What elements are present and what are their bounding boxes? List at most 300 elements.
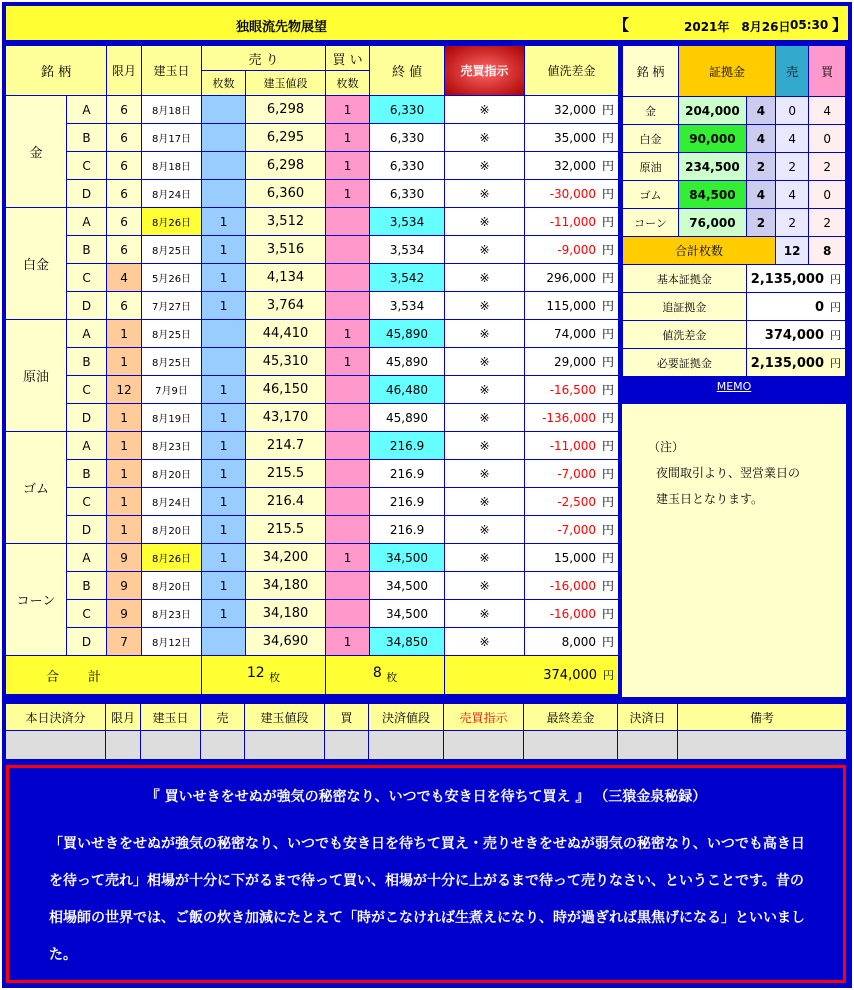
mark-to-market	[525, 460, 619, 488]
buy-qty[interactable]: 1	[326, 152, 370, 180]
title-bar	[5, 5, 849, 41]
mark-to-market	[525, 348, 619, 376]
diff-value: 35,000	[554, 131, 597, 145]
diff-value: 32,000	[554, 159, 597, 173]
sell-qty[interactable]	[202, 348, 246, 376]
table-row	[6, 236, 619, 264]
yen-unit: 円	[602, 523, 615, 537]
mark-to-market	[525, 404, 619, 432]
position-price[interactable]: 6,360	[246, 180, 326, 208]
settle-cell[interactable]	[6, 731, 106, 760]
yen-unit: 円	[602, 551, 615, 565]
sell-qty[interactable]: 1	[202, 432, 246, 460]
diff-value: 15,000	[554, 551, 597, 565]
position-price[interactable]: 44,410	[246, 320, 326, 348]
position-price[interactable]: 216.4	[246, 488, 326, 516]
diff-value: 8,000	[561, 635, 597, 649]
summary-margin: 76,000	[679, 209, 747, 237]
summary-commodity: ゴム	[623, 181, 679, 209]
settle-cell[interactable]	[201, 731, 245, 760]
close-price: 3,534	[370, 292, 445, 320]
position-price[interactable]: 34,690	[246, 628, 326, 656]
summary-row	[623, 97, 846, 125]
contract-id: C	[67, 600, 107, 628]
trade-instruction: ※	[445, 600, 525, 628]
total-buy	[326, 656, 445, 695]
contract-id: B	[67, 124, 107, 152]
summary-table	[622, 45, 846, 377]
buy-qty[interactable]	[326, 292, 370, 320]
summary-neaisasa-amount: 374,000	[764, 327, 824, 343]
summary-row	[623, 153, 846, 181]
table-row	[6, 124, 619, 152]
settle-col-1: 本日決済分	[6, 704, 106, 731]
position-date: 7月27日	[142, 292, 202, 320]
buy-qty[interactable]	[326, 600, 370, 628]
mark-to-market	[525, 376, 619, 404]
trade-instruction: ※	[445, 488, 525, 516]
table-row	[6, 432, 619, 460]
position-date: 8月18日	[142, 152, 202, 180]
close-price: 45,890	[370, 404, 445, 432]
yen-unit: 円	[602, 579, 615, 593]
positions-table	[5, 45, 619, 695]
commodity-name: 原油	[6, 320, 67, 432]
mark-to-market	[525, 516, 619, 544]
contract-id: A	[67, 320, 107, 348]
close-price: 6,330	[370, 124, 445, 152]
sell-qty[interactable]	[202, 320, 246, 348]
close-price: 34,850	[370, 628, 445, 656]
total-row	[6, 656, 619, 695]
yen-unit: 円	[602, 271, 615, 285]
position-date: 8月20日	[142, 572, 202, 600]
diff-value: -9,000	[557, 243, 597, 257]
mark-to-market	[525, 208, 619, 236]
summary-units: 4	[746, 97, 775, 125]
diff-value: -16,000	[549, 579, 597, 593]
mark-to-market	[525, 264, 619, 292]
time-label: 05:30	[790, 18, 829, 32]
contract-month: 6	[107, 292, 142, 320]
yen-unit: 円	[602, 411, 615, 425]
sell-qty[interactable]: 1	[202, 404, 246, 432]
buy-qty[interactable]	[326, 264, 370, 292]
position-date: 8月25日	[142, 236, 202, 264]
buy-qty[interactable]	[326, 432, 370, 460]
col-tateday: 建玉日	[142, 46, 202, 96]
yen-unit: 円	[830, 300, 841, 314]
close-price: 216.9	[370, 432, 445, 460]
mark-to-market	[525, 432, 619, 460]
table-row	[6, 320, 619, 348]
diff-value: 32,000	[554, 103, 597, 117]
close-price: 45,890	[370, 320, 445, 348]
yen-unit: 円	[602, 635, 615, 649]
settle-col-8: 売買指示	[444, 704, 524, 731]
total-label: 合 計	[6, 656, 202, 695]
total-sell	[202, 656, 326, 695]
position-price[interactable]: 215.5	[246, 460, 326, 488]
close-price: 34,500	[370, 600, 445, 628]
sell-qty[interactable]	[202, 124, 246, 152]
settlement-table	[5, 703, 847, 760]
yen-unit: 円	[602, 355, 615, 369]
contract-month: 6	[107, 96, 142, 124]
sell-qty[interactable]: 1	[202, 572, 246, 600]
col-tatene: 建玉値段	[246, 71, 326, 96]
contract-month: 1	[107, 404, 142, 432]
position-price[interactable]: 45,310	[246, 348, 326, 376]
buy-qty[interactable]: 1	[326, 348, 370, 376]
summary-sell: 2	[775, 209, 808, 237]
close-price: 3,534	[370, 208, 445, 236]
close-price: 34,500	[370, 544, 445, 572]
yen-unit: 円	[830, 356, 841, 370]
mark-to-market	[525, 236, 619, 264]
summary-buy: 2	[809, 153, 846, 181]
yen-unit: 円	[602, 131, 615, 145]
trade-instruction: ※	[445, 348, 525, 376]
position-price[interactable]: 34,180	[246, 572, 326, 600]
summary-kihon-row	[623, 265, 846, 293]
contract-id: D	[67, 516, 107, 544]
position-date: 7月9日	[142, 376, 202, 404]
sell-qty[interactable]: 1	[202, 208, 246, 236]
sum-col-kai: 買	[809, 46, 846, 97]
sum-col-shokokin: 証拠金	[679, 46, 776, 97]
sell-qty[interactable]	[202, 180, 246, 208]
trade-instruction: ※	[445, 264, 525, 292]
trade-instruction: ※	[445, 292, 525, 320]
quote-body: 「買いせきをせぬが強気の秘密なり、いつでも安き日を待ちて買え・売りせきをせぬが弱気の秘密なり、いつでも高き日を待って売れ」相場が十分に下がるまで待って買い、相場が十分に上がるまで待って売りなさい、ということです。昔の相場師の世界では、ご飯の炊き加減にたとえて「時がこなければ生煮えになり、時が過ぎれば黒焦げになる」といいました。	[49, 836, 805, 963]
yen-unit: 円	[602, 103, 615, 117]
close-price: 46,480	[370, 376, 445, 404]
settle-cell[interactable]	[618, 731, 678, 760]
settle-cell[interactable]	[325, 731, 369, 760]
trade-instruction: ※	[445, 180, 525, 208]
position-price[interactable]: 3,516	[246, 236, 326, 264]
position-price[interactable]: 46,150	[246, 376, 326, 404]
contract-id: A	[67, 96, 107, 124]
col-kai: 買 い	[326, 46, 370, 71]
contract-month: 1	[107, 432, 142, 460]
close-price: 34,500	[370, 572, 445, 600]
contract-month: 6	[107, 152, 142, 180]
summary-total-row	[623, 237, 846, 265]
contract-month: 1	[107, 348, 142, 376]
table-row	[6, 488, 619, 516]
buy-qty[interactable]: 1	[326, 320, 370, 348]
buy-qty[interactable]: 1	[326, 544, 370, 572]
page-title: 独眼流先物展望	[236, 20, 328, 35]
mark-to-market	[525, 292, 619, 320]
close-price: 216.9	[370, 460, 445, 488]
diff-value: 29,000	[554, 355, 597, 369]
col-uri: 売 り	[202, 46, 326, 71]
memo-title[interactable]: MEMO	[716, 380, 752, 393]
contract-month: 7	[107, 628, 142, 656]
contract-id: C	[67, 488, 107, 516]
summary-margin: 234,500	[679, 153, 747, 181]
col-uri-maisu: 枚数	[202, 71, 246, 96]
contract-id: C	[67, 264, 107, 292]
mark-to-market	[525, 628, 619, 656]
contract-id: D	[67, 628, 107, 656]
trade-instruction: ※	[445, 404, 525, 432]
sell-qty[interactable]: 1	[202, 236, 246, 264]
summary-hitsuyo-value	[746, 349, 845, 377]
position-price[interactable]: 6,298	[246, 152, 326, 180]
buy-qty[interactable]: 1	[326, 180, 370, 208]
summary-units: 2	[746, 153, 775, 181]
settle-col-4: 売	[201, 704, 245, 731]
table-row	[6, 572, 619, 600]
settle-cell[interactable]	[106, 731, 141, 760]
buy-qty[interactable]	[326, 460, 370, 488]
close-price: 45,890	[370, 348, 445, 376]
buy-qty[interactable]	[326, 236, 370, 264]
trade-instruction: ※	[445, 572, 525, 600]
settle-col-9: 最終差金	[524, 704, 618, 731]
date-label: 2021年 8月26日	[684, 20, 791, 34]
contract-id: D	[67, 180, 107, 208]
close-price: 216.9	[370, 516, 445, 544]
position-price[interactable]: 3,764	[246, 292, 326, 320]
table-row	[6, 208, 619, 236]
summary-margin: 90,000	[679, 125, 747, 153]
yen-unit: 円	[602, 187, 615, 201]
yen-unit: 円	[602, 299, 615, 313]
position-date: 8月18日	[142, 96, 202, 124]
position-price[interactable]: 43,170	[246, 404, 326, 432]
sell-qty[interactable]	[202, 628, 246, 656]
summary-hitsuyo-label: 必要証拠金	[623, 349, 747, 377]
summary-row	[623, 209, 846, 237]
sell-qty[interactable]: 1	[202, 488, 246, 516]
summary-buy: 0	[809, 181, 846, 209]
memo-line-3: 建玉日となります。	[656, 492, 764, 506]
yen-unit: 円	[830, 272, 841, 286]
yen-unit: 円	[602, 439, 615, 453]
col-kai-maisu: 枚数	[326, 71, 370, 96]
summary-units: 4	[746, 125, 775, 153]
mark-to-market	[525, 544, 619, 572]
position-price[interactable]: 6,295	[246, 124, 326, 152]
trade-instruction: ※	[445, 236, 525, 264]
position-date: 8月20日	[142, 516, 202, 544]
diff-value: 74,000	[554, 327, 597, 341]
contract-month: 6	[107, 208, 142, 236]
summary-buy: 4	[809, 97, 846, 125]
position-price[interactable]: 34,200	[246, 544, 326, 572]
table-row	[6, 180, 619, 208]
table-row	[6, 544, 619, 572]
sell-qty[interactable]: 1	[202, 544, 246, 572]
diff-value: -7,000	[557, 523, 597, 537]
settle-cell[interactable]	[369, 731, 444, 760]
summary-hitsuyo-row	[623, 349, 846, 377]
yen-unit: 円	[602, 327, 615, 341]
col-baibai: 売買指示	[445, 46, 525, 96]
summary-total-sell: 12	[775, 237, 808, 265]
sell-qty[interactable]: 1	[202, 292, 246, 320]
diff-value: -136,000	[542, 411, 597, 425]
yen-unit: 円	[602, 215, 615, 229]
summary-margin: 84,500	[679, 181, 747, 209]
buy-qty[interactable]	[326, 376, 370, 404]
buy-qty[interactable]: 1	[326, 628, 370, 656]
buy-qty[interactable]	[326, 404, 370, 432]
diff-value: -16,500	[549, 383, 597, 397]
mark-to-market	[525, 320, 619, 348]
summary-neaisasa-label: 値洗差金	[623, 321, 747, 349]
contract-month: 1	[107, 488, 142, 516]
contract-month: 9	[107, 544, 142, 572]
commodity-name: ゴム	[6, 432, 67, 544]
summary-neaisasa-row	[623, 321, 846, 349]
contract-id: B	[67, 348, 107, 376]
summary-kihon-amount: 2,135,000	[750, 271, 824, 287]
settle-cell[interactable]	[444, 731, 524, 760]
table-row	[6, 628, 619, 656]
sell-qty[interactable]	[202, 152, 246, 180]
summary-sell: 4	[775, 181, 808, 209]
buy-qty[interactable]: 1	[326, 96, 370, 124]
buy-qty[interactable]	[326, 208, 370, 236]
summary-commodity: 原油	[623, 153, 679, 181]
contract-month: 1	[107, 460, 142, 488]
trade-instruction: ※	[445, 208, 525, 236]
mark-to-market	[525, 152, 619, 180]
close-price: 6,330	[370, 180, 445, 208]
contract-id: B	[67, 460, 107, 488]
contract-month: 9	[107, 572, 142, 600]
diff-value: -11,000	[549, 439, 597, 453]
table-row	[6, 600, 619, 628]
total-yen: 円	[603, 669, 615, 682]
summary-hitsuyo-amount: 2,135,000	[750, 355, 824, 371]
position-price[interactable]: 3,512	[246, 208, 326, 236]
close-price: 6,330	[370, 152, 445, 180]
mark-to-market	[525, 600, 619, 628]
table-row	[6, 376, 619, 404]
summary-units: 4	[746, 181, 775, 209]
sell-qty[interactable]: 1	[202, 516, 246, 544]
sell-qty[interactable]: 1	[202, 460, 246, 488]
settle-col-5: 建玉値段	[245, 704, 325, 731]
yen-unit: 円	[602, 159, 615, 173]
diff-value: -16,000	[549, 607, 597, 621]
trade-instruction: ※	[445, 124, 525, 152]
buy-qty[interactable]: 1	[326, 124, 370, 152]
position-price[interactable]: 6,298	[246, 96, 326, 124]
sell-qty[interactable]: 1	[202, 376, 246, 404]
position-price[interactable]: 215.5	[246, 516, 326, 544]
summary-buy: 0	[809, 125, 846, 153]
buy-qty[interactable]	[326, 488, 370, 516]
table-row	[6, 96, 619, 124]
contract-id: D	[67, 404, 107, 432]
summary-total-label: 合計枚数	[623, 237, 776, 265]
settle-col-2: 限月	[106, 704, 141, 731]
trade-instruction: ※	[445, 460, 525, 488]
memo-line-2: 夜間取引より、翌営業日の	[656, 466, 801, 480]
sell-qty[interactable]	[202, 96, 246, 124]
settle-col-6: 買	[325, 704, 369, 731]
contract-id: C	[67, 376, 107, 404]
summary-sell: 0	[775, 97, 808, 125]
settle-col-3: 建玉日	[141, 704, 201, 731]
settle-cell[interactable]	[678, 731, 847, 760]
contract-month: 12	[107, 376, 142, 404]
table-row	[6, 348, 619, 376]
trade-instruction: ※	[445, 544, 525, 572]
contract-id: B	[67, 572, 107, 600]
sell-qty[interactable]: 1	[202, 264, 246, 292]
position-price[interactable]: 214.7	[246, 432, 326, 460]
position-date: 8月25日	[142, 320, 202, 348]
settle-cell[interactable]	[245, 731, 325, 760]
buy-qty[interactable]	[326, 516, 370, 544]
diff-value: -30,000	[549, 187, 597, 201]
position-date: 8月17日	[142, 124, 202, 152]
contract-id: A	[67, 208, 107, 236]
contract-id: A	[67, 544, 107, 572]
summary-sell: 2	[775, 153, 808, 181]
settle-cell[interactable]	[524, 731, 618, 760]
position-price[interactable]: 34,180	[246, 600, 326, 628]
settle-col-10: 決済日	[618, 704, 678, 731]
contract-month: 6	[107, 236, 142, 264]
contract-id: A	[67, 432, 107, 460]
yen-unit: 円	[830, 328, 841, 342]
summary-commodity: 白金	[623, 125, 679, 153]
table-row	[6, 152, 619, 180]
position-date: 8月20日	[142, 460, 202, 488]
settle-col-11: 備考	[678, 704, 847, 731]
col-owarine: 終 値	[370, 46, 445, 96]
mark-to-market	[525, 572, 619, 600]
mark-to-market	[525, 124, 619, 152]
bracket-open: 【	[614, 16, 630, 34]
contract-month: 6	[107, 180, 142, 208]
total-buy-unit: 枚	[386, 671, 398, 684]
sell-qty[interactable]: 1	[202, 600, 246, 628]
position-price[interactable]: 4,134	[246, 264, 326, 292]
memo-line-1: （注）	[648, 440, 685, 454]
commodity-name: 白金	[6, 208, 67, 320]
settle-col-7: 決済値段	[369, 704, 444, 731]
buy-qty[interactable]	[326, 572, 370, 600]
total-diff-value: 374,000	[543, 668, 598, 683]
summary-tsuika-value	[746, 293, 845, 321]
diff-value: 115,000	[546, 299, 597, 313]
table-row	[6, 460, 619, 488]
yen-unit: 円	[602, 243, 615, 257]
contract-id: C	[67, 152, 107, 180]
mark-to-market	[525, 488, 619, 516]
yen-unit: 円	[602, 467, 615, 481]
position-date: 8月24日	[142, 180, 202, 208]
contract-month: 1	[107, 320, 142, 348]
trade-instruction: ※	[445, 96, 525, 124]
diff-value: -7,000	[557, 467, 597, 481]
settle-cell[interactable]	[141, 731, 201, 760]
summary-commodity: コーン	[623, 209, 679, 237]
summary-row	[623, 181, 846, 209]
trade-instruction: ※	[445, 628, 525, 656]
